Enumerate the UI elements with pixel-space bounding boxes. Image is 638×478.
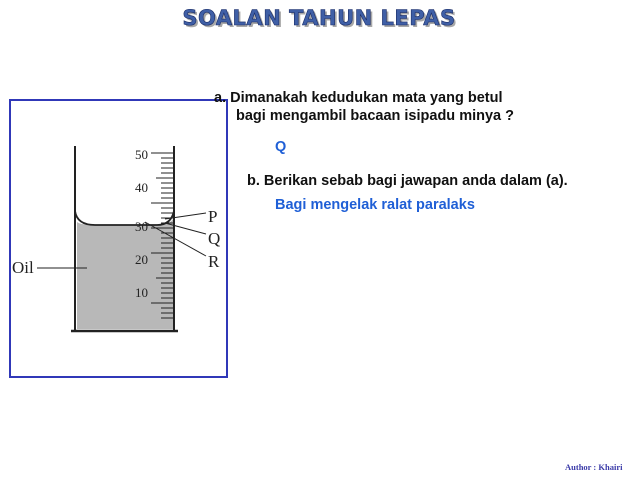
answer-b: Bagi mengelak ralat paralaks [275, 197, 475, 213]
scale-label-50: 50 [135, 147, 148, 162]
oil-label: Oil [12, 258, 34, 277]
measuring-cylinder-figure [9, 99, 228, 378]
scale-label-40: 40 [135, 180, 148, 195]
meniscus [75, 211, 174, 225]
question-b: b. Berikan sebab bagi jawapan anda dalam (a). [247, 173, 568, 189]
question-a-line1: a. Dimanakah kedudukan mata yang betul [214, 90, 503, 106]
slide-title: SOALAN TAHUN LEPAS [182, 6, 456, 30]
eye-position-r: R [208, 252, 220, 271]
answer-a: Q [275, 139, 287, 155]
oil-liquid [77, 219, 173, 329]
eye-position-q: Q [208, 229, 221, 248]
question-a-line2: bagi mengambil bacaan isipadu minya ? [236, 108, 514, 124]
eye-position-p: P [208, 207, 218, 226]
sight-line-p [165, 213, 206, 219]
scale-label-10: 10 [135, 285, 148, 300]
measuring-cylinder-diagram [11, 101, 226, 376]
author-credit: Author : Khairi [565, 462, 623, 472]
scale-label-20: 20 [135, 252, 148, 267]
scale-label-30: 30 [135, 219, 148, 234]
